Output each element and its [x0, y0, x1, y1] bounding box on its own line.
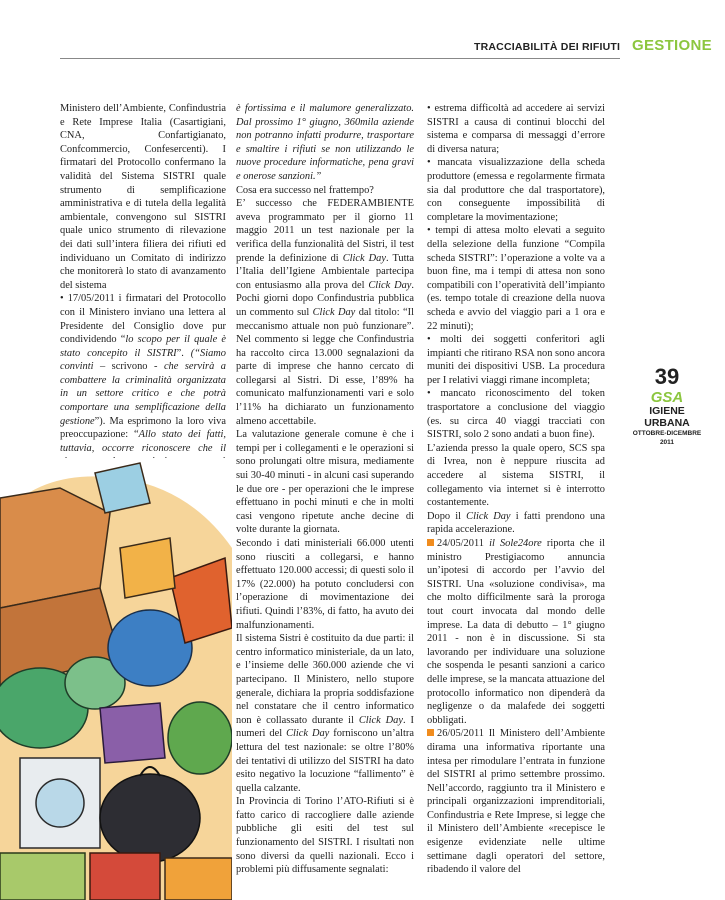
bullet-item: • mancato riconoscimento del token trasportatore a conclusione del viaggio (es. su circa 40 viaggi tracciati con SISTRI, solo 2 sono andati a buon fine). — [427, 387, 605, 441]
page-folio — [632, 366, 702, 447]
paragraph: Ministero dell’Ambiente, Confindustria e Rete Imprese Italia (Casartigiani, CNA, Confartigianato, Confcommercio, Confesercenti). I firmatari del Protocollo confermano la validità del Sistema SISTRI quale strumento di semplificazione amministrativa e di tutela della legalità ambientale, convengono sul SISTRI quale unico strumento di rilevazione dei dati sull’intera filiera dei rifiuti ed individuano un Comitato di indirizzo che monitorerà lo stato di avanzamento del sistema — [60, 103, 226, 291]
bullet-item: • tempi di attesa molto elevati a seguito della selezione della funzione “Compila scheda SISTRI”: l’operazione a volte va a buon fine, ma i tempi di attesa non sono compatibili con l’operatività dell’impianto (es. tempo totale di creazione della nuova scheda e avvio del viaggio pari a 1 ora e 22 minuti); — [427, 224, 605, 333]
rubric-title: GESTIONE — [632, 37, 712, 54]
bullet-item: • mancata visualizzazione della scheda produttore (emessa e regolarmente firmata sia dal produttore che dal trasportatore), con conseguente impossibilità di completare la movimentazione; — [427, 156, 605, 224]
paragraph: E’ successo che FEDERAMBIENTE aveva programmato per il giorno 11 maggio 2011 un test nazionale per la verifica della funzionalità del Sistri, il test prende la definizione di Click Day. Tutta l’Italia dell’Igiene Ambientale partecipa con entusiasmo alla prova del Click Day. Pochi giorni dopo Confindustria pubblica un commento sul Click Day dal titolo: “Il meccanismo attuale non può funzionare”. Nel commento si legge che Confindustria ha raccolto circa 13.000 segnalazioni da parte di imprese che hanno cercato di collegarsi al Sistri. Di esse, l’89% ha comunicato malfunzionamenti vari e solo l’11% ha dichiarato un funzionamento almeno accettabile. — [236, 198, 415, 427]
paragraph: Cosa era successo nel frattempo? — [236, 184, 374, 196]
square-bullet-icon — [427, 539, 434, 546]
article-column-3 — [427, 102, 605, 877]
paragraph: L’azienda presso la quale opero, SCS spa di Ivrea, non è neppure riuscita ad accedere al sistema SISTRI, il collegamento via internet si è interrotto costantemente. — [427, 442, 605, 509]
bullet-paragraph: • 17/05/2011 i firmatari del Protocollo con il Ministero inviano una lettera al Presidente del Consiglio dove pur condividendo “lo scopo per il quale è stato concepito il SISTRI”. (“Siamo convinti – scrivono - che servirà a combattere la criminalità organizzata in un settore critico e che potrà comportare una semplificazione della gestione”). Ma esprimono la loro viva preoccupazione: “Allo stato dei fatti, tuttavia, occorre riconoscere che il — [60, 292, 226, 510]
dated-paragraph: 26/05/2011 Il Ministero dell’Ambiente dirama una informativa riportante una intesa per rimodulare l’entrata in funzione del SISTRI al primo settembre prossimo. Nell’accordo, raggiunto tra il Ministero e principali organizzazioni imprenditoriali, Confindustria e Rete Imprese, si legge che il Ministero dell’Ambiente «recepisce le esigenze evidenziate nelle ultime settimane dagli operatori del settore, ribadendo il valore del — [427, 728, 605, 876]
paragraph: La valutazione generale comune è che i tempi per i collegamenti e le operazioni si sono prolungati oltre misura, mediamente sui 30-40 minuti - in alcuni casi superando le due ore - per operazioni che le imprese effettuano in pochi minuti e che in molti casi vengono ripetute anche decine di volte durante la giornata. — [236, 429, 414, 536]
paragraph: Secondo i dati ministeriali 66.000 utenti sono riusciti a collegarsi, e hanno effettuato 120.000 accessi; di questi solo il 17% (22.000) ha potuto concludersi con l’operazione di movimentazione dei rifiuti. Quindi l’83%, di fatto, ha avuto dei malfunzionamenti. — [236, 538, 414, 631]
paragraph: In Provincia di Torino l’ATO-Rifiuti si è fatto carico di raccogliere dalle aziende pubbliche gli esiti del test sul funzionamento del SISTRI. I risultati non sono diversi da quelli nazionali. Ecco i problemi più diffusamente segnalati: — [236, 796, 414, 876]
issue-date: OTTOBRE-DICEMBRE 2011 — [632, 430, 702, 446]
section-title: TRACCIABILITÀ DEI RIFIUTI — [474, 41, 621, 53]
header-divider — [60, 58, 620, 59]
paragraph: Il sistema Sistri è costituito da due parti: il centro informatico ministeriale, da un lato, e l’insieme delle 360.000 aziende che vi partecipano. Il Ministero, nello stupore generale, dichiara la propria soddisfazione nel constatare che il centro informatico non è collassato durante il Click Day. I numeri del Click Day forniscono un’altra lettura del test nazionale: se oltre l’80% dei tentativi di utilizzo del SISTRI ha dato esito negativo la locuzione “fallimento” è quella calzante. — [236, 633, 414, 794]
article-column-2 — [236, 102, 414, 877]
paragraph: Dopo il Click Day i fatti prendono una rapida accelerazione. — [427, 510, 605, 536]
page-number: 39 — [654, 364, 680, 389]
bullet-item: • estrema difficoltà ad accedere ai servizi SISTRI a causa di continui blocchi del sistema e comparsa di messaggi d’errore di diversa natura; — [427, 102, 605, 156]
magazine-logo: GSA — [650, 389, 684, 406]
bullet-item: • molti dei soggetti conferitori agli impianti che ritirano RSA non sono ancora muniti dei dispositivi USB. La procedura per I relativi viaggi rimane incompleta; — [427, 333, 605, 387]
paragraph: è fortissima e il malumore generalizzato. Dal prossimo 1° giugno, 360mila aziende non potranno infatti produrre, trasportare e smaltire i rifiuti se non utilizzando le nuove procedure informatiche, pena gravi e onerose sanzioni.” — [236, 103, 414, 182]
dated-paragraph: 24/05/2011 il Sole24ore riporta che il ministro Prestigiacomo annuncia un’ipotesi di accordo per l’avvio del SISTRI. Una «soluzione condivisa», ma che molto difficilmente sarà la proroga tout court invocata dal mondo delle imprese. La data di debutto – 1° giugno 2011 - non è in discussione. Si sta lavorando per individuare una soluzione che sospenda le pesanti sanzioni a carico delle imprese, se la mancata attuazione del protocollo informatico non dipenderà da negligenze o da malafede dei soggetti obbligati. — [427, 538, 605, 726]
article-column-1 — [60, 102, 226, 510]
magazine-title: IGIENE URBANA — [644, 405, 690, 429]
waste-pile-illustration — [0, 458, 232, 900]
square-bullet-icon — [427, 729, 434, 736]
